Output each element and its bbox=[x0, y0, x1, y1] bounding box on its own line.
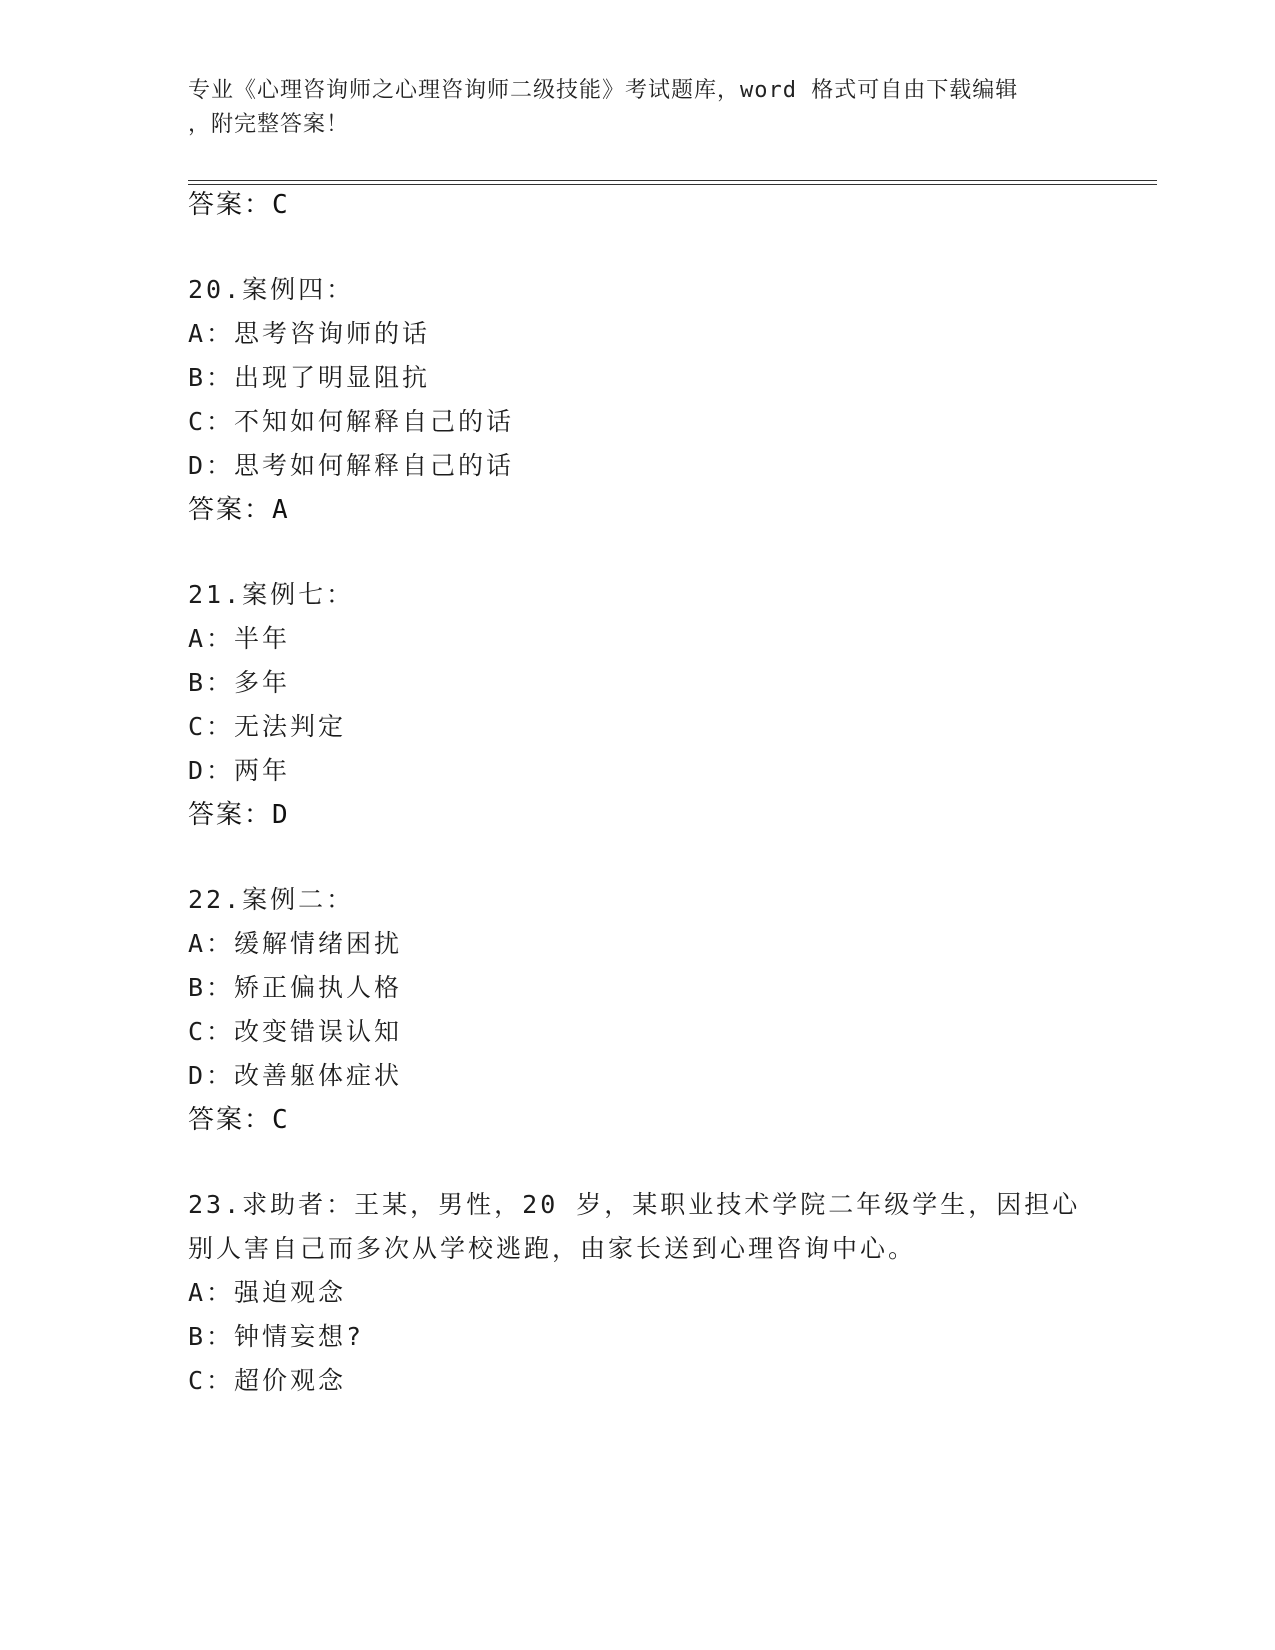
header-divider-top bbox=[188, 180, 1157, 181]
question-21-option-a: A：半年 bbox=[188, 624, 291, 653]
header-line-2: ，附完整答案！ bbox=[188, 112, 350, 137]
question-22-title: 22.案例二： bbox=[188, 885, 355, 914]
question-21-option-d: D：两年 bbox=[188, 756, 291, 785]
header-divider-bottom bbox=[188, 184, 1157, 185]
question-21-option-b: B：多年 bbox=[188, 668, 291, 697]
document-header bbox=[188, 74, 1088, 142]
question-23-title-line-2: 别人害自己而多次从学校逃跑，由家长送到心理咨询中心。 bbox=[188, 1234, 917, 1263]
question-20-option-d: D：思考如何解释自己的话 bbox=[188, 451, 515, 480]
question-20-answer: 答案：A bbox=[188, 495, 290, 525]
question-23-option-a: A：强迫观念 bbox=[188, 1278, 347, 1307]
question-21-answer: 答案：D bbox=[188, 800, 290, 830]
question-22-option-a: A：缓解情绪困扰 bbox=[188, 929, 403, 958]
question-23-title-line-1: 23.求助者：王某，男性，20 岁，某职业技术学院二年级学生，因担心 bbox=[188, 1190, 1081, 1219]
question-20-option-b: B：出现了明显阻抗 bbox=[188, 363, 431, 392]
question-22-option-d: D：改善躯体症状 bbox=[188, 1061, 403, 1090]
question-20-option-c: C：不知如何解释自己的话 bbox=[188, 407, 515, 436]
question-20-title: 20.案例四： bbox=[188, 275, 355, 304]
question-20-option-a: A：思考咨询师的话 bbox=[188, 319, 431, 348]
answer-prev: 答案：C bbox=[188, 190, 290, 220]
question-21-title: 21.案例七： bbox=[188, 580, 355, 609]
header-line-1: 专业《心理咨询师之心理咨询师二级技能》考试题库，word 格式可自由下载编辑 bbox=[188, 78, 1019, 103]
question-23-option-b: B：钟情妄想? bbox=[188, 1322, 365, 1351]
question-21-option-c: C：无法判定 bbox=[188, 712, 347, 741]
question-22-option-c: C：改变错误认知 bbox=[188, 1017, 403, 1046]
question-23-option-c: C：超价观念 bbox=[188, 1366, 347, 1395]
question-22-option-b: B：矫正偏执人格 bbox=[188, 973, 403, 1002]
question-22-answer: 答案：C bbox=[188, 1105, 290, 1135]
